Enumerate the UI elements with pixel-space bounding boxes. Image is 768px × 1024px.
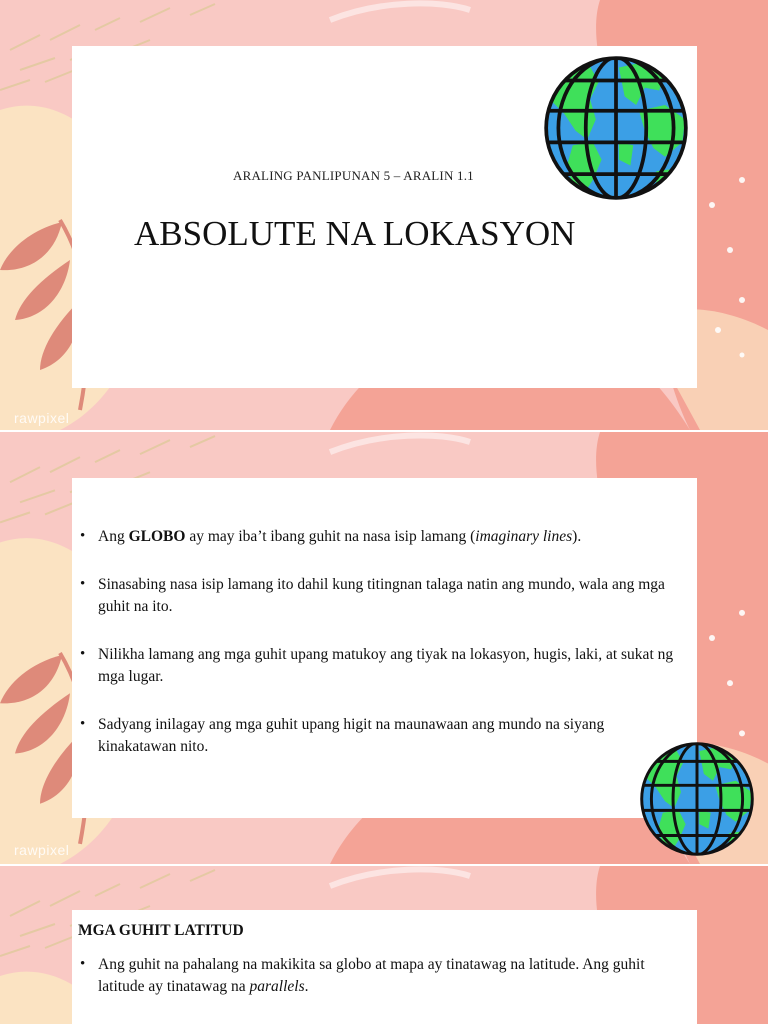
slide-1-title: ABSOLUTE NA LOKASYON — [134, 214, 576, 253]
slide-3 — [0, 866, 768, 1024]
slide-2-bullet-list — [78, 526, 678, 758]
slide-1 — [0, 0, 768, 430]
slide-2-watermark: rawpixel — [14, 842, 70, 858]
slide-3-bullet-list — [78, 954, 678, 998]
bullet-item: • Sinasabing nasa isip lamang ito dahil kung titingnan talaga natin ang mundo, wala ang mga guhit na ito. — [78, 574, 678, 618]
slide-1-subtitle: ARALING PANLIPUNAN 5 – ARALIN 1.1 — [233, 168, 474, 183]
italic-term: parallels — [249, 978, 305, 995]
slide-1-watermark: rawpixel — [14, 410, 70, 426]
globe-icon — [544, 56, 688, 200]
bullet-item: • Nilikha lamang ang mga guhit upang matukoy ang tiyak na lokasyon, hugis, laki, at sukat ng mga lugar. — [78, 644, 678, 688]
bullet-item: • Ang GLOBO ay may iba’t ibang guhit na nasa isip lamang (imaginary lines). — [78, 526, 678, 548]
bold-term: GLOBO — [128, 528, 186, 545]
globe-icon — [640, 742, 754, 856]
bullet-item: • Ang guhit na pahalang na makikita sa globo at mapa ay tinatawag na latitude. Ang guhit latitude ay tinatawag na parallels. — [78, 954, 678, 998]
slide-3-heading: MGA GUHIT LATITUD — [78, 922, 244, 939]
bullet-item: • Sadyang inilagay ang mga guhit upang higit na maunawaan ang mundo na siyang kinakatawan nito. — [78, 714, 678, 758]
slide-2 — [0, 432, 768, 864]
italic-term: imaginary lines — [475, 528, 573, 545]
